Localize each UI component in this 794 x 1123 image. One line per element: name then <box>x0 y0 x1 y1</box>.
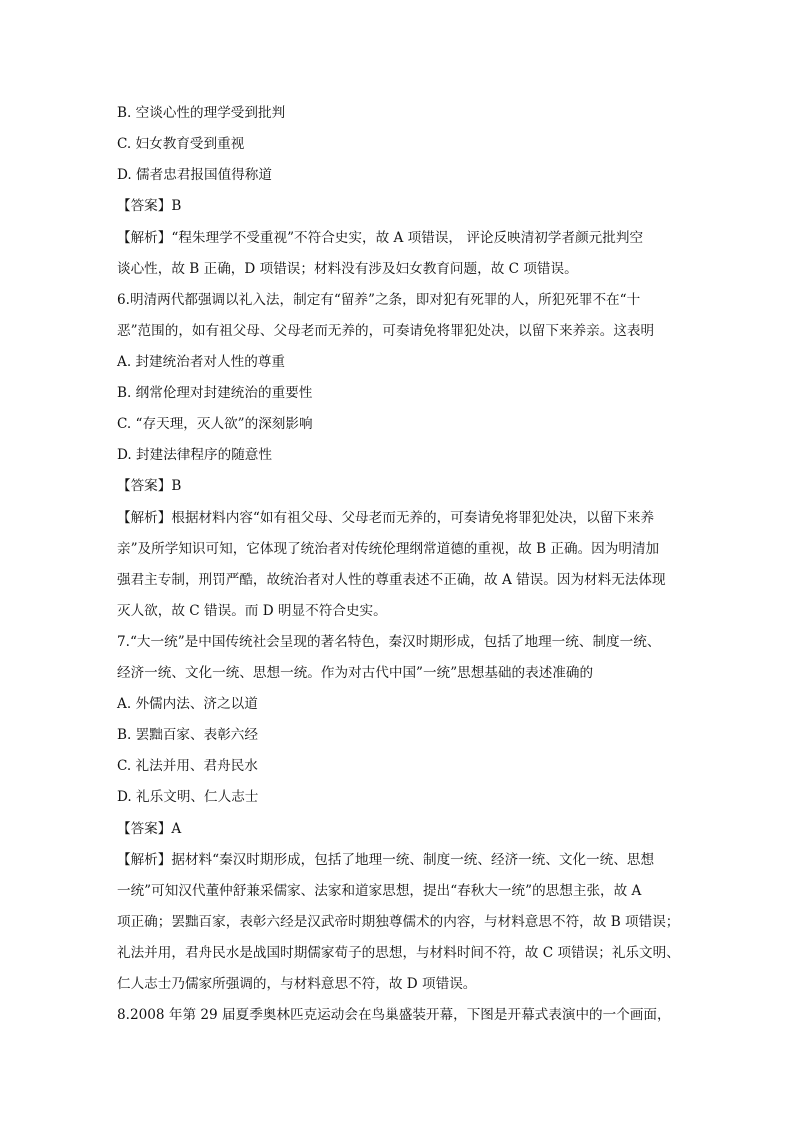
q6-option-a: A. 封建统治者对人性的尊重 <box>117 354 285 370</box>
q6-answer: 【答案】B <box>117 478 182 494</box>
q6-analysis-line-1: 【解析】根据材料内容“如有祖父母、父母老而无养的，可奏请免将罪犯处决，以留下来养 <box>117 510 655 526</box>
q6-analysis-line-2: 亲”及所学知识可知，它体现了统治者对传统伦理纲常道德的重视，故 B 正确。因为明清加 <box>117 541 660 557</box>
q7-option-c: C. 礼法并用、君舟民水 <box>117 758 258 774</box>
q6-option-b: B. 纲常伦理对封建统治的重要性 <box>117 385 313 401</box>
q6-analysis-line-4: 灭人欲，故 C 错误。而 D 明显不符合史实。 <box>117 603 387 619</box>
q5-answer: 【答案】B <box>117 198 182 214</box>
q7-stem-line-2: 经济一统、文化一统、思想一统。作为对古代中国”一统”思想基础的表述准确的 <box>117 665 594 681</box>
q6-stem-line-1: 6.明清两代都强调以礼入法，制定有“留养”之条，即对犯有死罪的人，所犯死罪不在“十 <box>117 292 641 308</box>
q7-option-d: D. 礼乐文明、仁人志士 <box>117 789 259 805</box>
q7-analysis-line-3: 项正确；罢黜百家，表彰六经是汉武帝时期独尊儒术的内容，与材料意思不符，故 B 项错误； <box>117 914 680 930</box>
q7-analysis-line-4: 礼法并用，君舟民水是战国时期儒家荀子的思想，与材料时间不符，故 C 项错误；礼乐文明、 <box>117 945 680 961</box>
q7-answer: 【答案】A <box>117 821 182 837</box>
q8-stem-line-1: 8.2008 年第 29 届夏季奥林匹克运动会在鸟巢盛装开幕，下图是开幕式表演中的一个画面， <box>117 1007 671 1023</box>
q5-analysis-line-2: 谈心性，故 B 正确，D 项错误；材料没有涉及妇女教育问题，故 C 项错误。 <box>117 261 578 277</box>
q6-option-d: D. 封建法律程序的随意性 <box>117 447 272 463</box>
q5-analysis-line-1: 【解析】“程朱理学不受重视”不符合史实，故 A 项错误， 评论反映清初学者颜元批判空 <box>117 230 644 246</box>
q5-option-d: D. 儒者忠君报国值得称道 <box>117 167 272 183</box>
q6-analysis-line-3: 强君主专制，刑罚严酷，故统治者对人性的尊重表述不正确，故 A 错误。因为材料无法体现 <box>117 572 666 588</box>
q5-option-c: C. 妇女教育受到重视 <box>117 136 245 152</box>
q5-option-b: B. 空谈心性的理学受到批判 <box>117 105 286 121</box>
q7-stem-line-1: 7.“大一统”是中国传统社会呈现的著名特色，秦汉时期形成，包括了地理一统、制度一统、 <box>117 634 661 650</box>
q7-option-b: B. 罢黜百家、表彰六经 <box>117 727 258 743</box>
q7-analysis-line-2: 一统”可知汉代董仲舒兼采儒家、法家和道家思想，提出“春秋大一统”的思想主张，故 A <box>117 883 642 899</box>
q7-analysis-line-1: 【解析】据材料“秦汉时期形成，包括了地理一统、制度一统、经济一统、文化一统、思想 <box>117 852 655 868</box>
q6-stem-line-2: 恶”范围的，如有祖父母、父母老而无养的，可奏请免将罪犯处决，以留下来养亲。这表明 <box>117 323 655 339</box>
q7-analysis-line-5: 仁人志士乃儒家所强调的，与材料意思不符，故 D 项错误。 <box>117 976 477 992</box>
q6-option-c: C. “存天理，灭人欲”的深刻影响 <box>117 416 313 432</box>
q7-option-a: A. 外儒内法、济之以道 <box>117 696 258 712</box>
